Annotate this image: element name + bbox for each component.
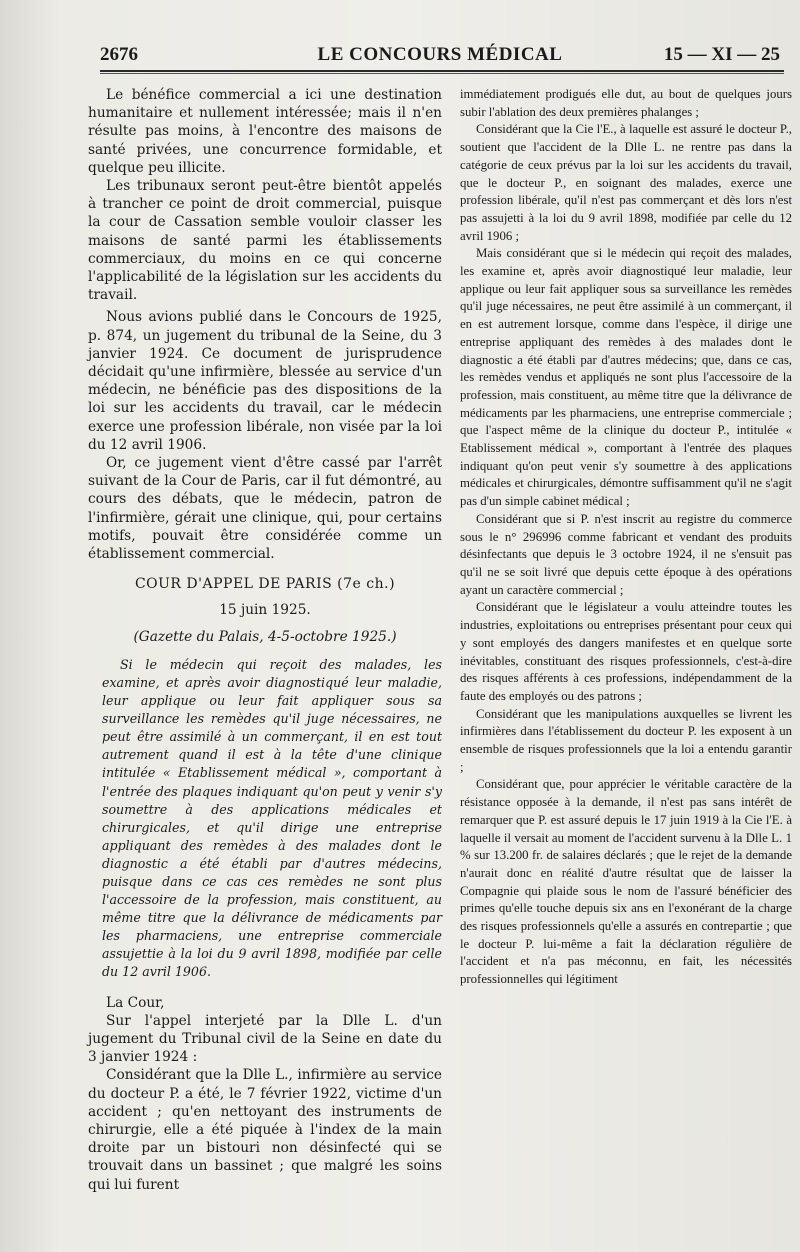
page-header bbox=[100, 40, 780, 70]
paragraph: Considérant que la Dlle L., infirmière au service du docteur P. a été, le 7 février 1922, victime d'un accident ; qu'en nettoyant des instruments de chirurgie, elle a été piquée à l'index de la main droite par un bistouri non désinfecté qui se trouvait dans un bassinet ; que malgré les soins qui lui furent bbox=[88, 1067, 442, 1193]
paragraph-continuation: immédiatement prodigués elle dut, au bout de quelques jours subir l'ablation des deux premières phalanges ; bbox=[460, 87, 792, 119]
paragraph: Considérant que le législateur a voulu atteindre toutes les industries, exploitations ou entreprises présentant pour ceux qui y sont employés des dangers manifestes et en quelque sorte inévitables, constituant des risques professionnels, c'est-à-dire des risques afférents à ces professions, indépendamment de la faute des employés ou des patrons ; bbox=[460, 600, 792, 703]
judgment-date: 15 juin 1925. bbox=[219, 602, 311, 619]
paragraph: Considérant que, pour apprécier le véritable caractère de la résistance opposée à la demande, il n'est pas sans intérêt de remarquer que P. est assuré depuis le 17 juin 1919 à la Cie l'E. à laquelle il versait au moment de l'accident survenu à la Dlle L. 1 % sur 13.200 fr. de salaires déclarés ; que le rejet de la demande n'aurait donc en réalité d'autre résultat que de laisser la Compagnie qui plaide sous le nom de l'assuré bénéficier des primes qu'elle touche depuis six ans en l'exonérant de la charge des risques professionnels qu'elle a assurés en contrepartie ; que le docteur P. lui-même a fait la déclaration régulière de l'accident et n'a pas méconnu, en fait, les nécessités professionnelles qui légitiment bbox=[460, 777, 792, 987]
paragraph: Considérant que les manipulations auxquelles se livrent les infirmières dans l'établissement du docteur P. les exposent à un ensemble de risques professionnels que la loi a entendu garantir ; bbox=[460, 706, 792, 774]
journal-title: LE CONCOURS MÉDICAL bbox=[317, 44, 563, 65]
paragraph: Sur l'appel interjeté par la Dlle L. d'un jugement du Tribunal civil de la Seine en date du 3 janvier 1924 : bbox=[88, 1012, 442, 1066]
source-citation: (Gazette du Palais, 4-5-octobre 1925.) bbox=[133, 628, 397, 645]
left-column bbox=[88, 86, 442, 1194]
paragraph: Considérant que la Cie l'E., à laquelle est assuré le docteur P., soutient que l'accident de la Dlle L. ne rentre pas dans la catégorie de ceux prévus par la loi sur les accidents du travail, que le docteur P., en soignant des malades, exerce une profession libérale, qu'il n'est pas commerçant et dès lors n'est pas assujetti à la loi du 9 avril 1898, modifiée par celle du 12 avril 1906 ; bbox=[460, 122, 792, 243]
la-cour-heading: La Cour, bbox=[106, 994, 165, 1011]
issue-date: 15 — XI — 25 bbox=[663, 44, 780, 65]
header-rule bbox=[100, 70, 784, 72]
right-column bbox=[460, 86, 792, 989]
paragraph: Considérant que si P. n'est inscrit au registre du commerce sous le n° 296996 comme fabricant et vendant des produits désinfectants que depuis le 3 octobre 1924, il ne s'ensuit pas qu'il ne se soit livré que depuis cette époque à des opérations ayant un caractère commercial ; bbox=[460, 511, 792, 597]
paragraph: Or, ce jugement vient d'être cassé par l'arrêt suivant de la Cour de Paris, car il fut démontré, au cours des débats, que le médecin, patron de l'infirmière, gérait une clinique, qui, pour certains motifs, pouvait être considérée comme un établissement commercial. bbox=[88, 455, 442, 563]
court-heading: COUR D'APPEL DE PARIS (7e ch.) bbox=[134, 576, 396, 593]
paragraph: Nous avions publié dans le Concours de 1925, p. 874, un jugement du tribunal de la Seine, du 3 janvier 1924. Ce document de jurisprudence décidait qu'une infirmière, blessée au service d'un médecin, ne bénéficie pas des dispositions de la loi sur les accidents du travail, car le médecin exerce une profession libérale, non visée par la loi du 12 avril 1906. bbox=[88, 309, 442, 453]
paragraph: Le bénéfice commercial a ici une destination humanitaire et nullement intéressée; mais il n'en résulte pas moins, à l'encontre des maisons de santé privées, une concurrence formidable, et quelque peu illicite. bbox=[88, 87, 442, 176]
paragraph: Les tribunaux seront peut-être bientôt appelés à trancher ce point de droit commercial, puisque la cour de Cassation semble vouloir classer les maisons de santé parmi les établissements commerciaux, du moins en ce qui concerne l'applicabilité de la législation sur les accidents du travail. bbox=[88, 178, 442, 304]
paragraph: Mais considérant que si le médecin qui reçoit des malades, les examine et, après avoir diagnostiqué leur maladie, leur applique ou leur fait appliquer sous sa surveillance les remèdes qu'il juge nécessaires, ne peut être assimilé à un commerçant, il en est autrement lorsque, comme dans l'espèce, il dirige une entreprise appliquant des remèdes à des malades dont le diagnostic a été établi par d'autres médecins; que, dans ce cas, les remèdes vendus et appliqués ne sont plus l'accessoire de la profession, mais constituent, au même titre que la délivrance de médicaments par les pharmaciens, une entreprise commerciale ; que l'aspect même de la clinique du docteur P., intitulée « Etablissement médical », comportant à l'entrée des plaques indiquant qu'on peut venir s'y soumettre à des applications médicales et chirurgicales, démontre suffisamment qu'il ne s'agit pas d'un simple cabinet médical ; bbox=[460, 246, 792, 509]
header-rule-thin bbox=[100, 73, 784, 74]
page-number: 2676 bbox=[100, 44, 138, 65]
case-summary: Si le médecin qui reçoit des malades, les examine, et après avoir diagnostiqué leur maladie, leur applique ou leur fait appliquer sous sa surveillance les remèdes qu'il juge nécessaires, ne peut être assimilé à un commerçant, il en est tout autrement quand il est à la tête d'une clinique intitulée « Etablissement médical », comportant à l'entrée des plaques indiquant qu'on peut y venir s'y soumettre à des applications médicales et chirurgicales, et qu'il dirige une entreprise appliquant des remèdes à des malades dont le diagnostic a été établi par d'autres médecins, puisque dans ce cas ces remèdes ne sont plus l'accessoire de la profession, mais constituent, au même titre que la délivrance de médicaments par les pharmaciens, une entreprise commerciale assujettie à la loi du 9 avril 1898, modifiée par celle du 12 avril 1906. bbox=[102, 656, 442, 980]
